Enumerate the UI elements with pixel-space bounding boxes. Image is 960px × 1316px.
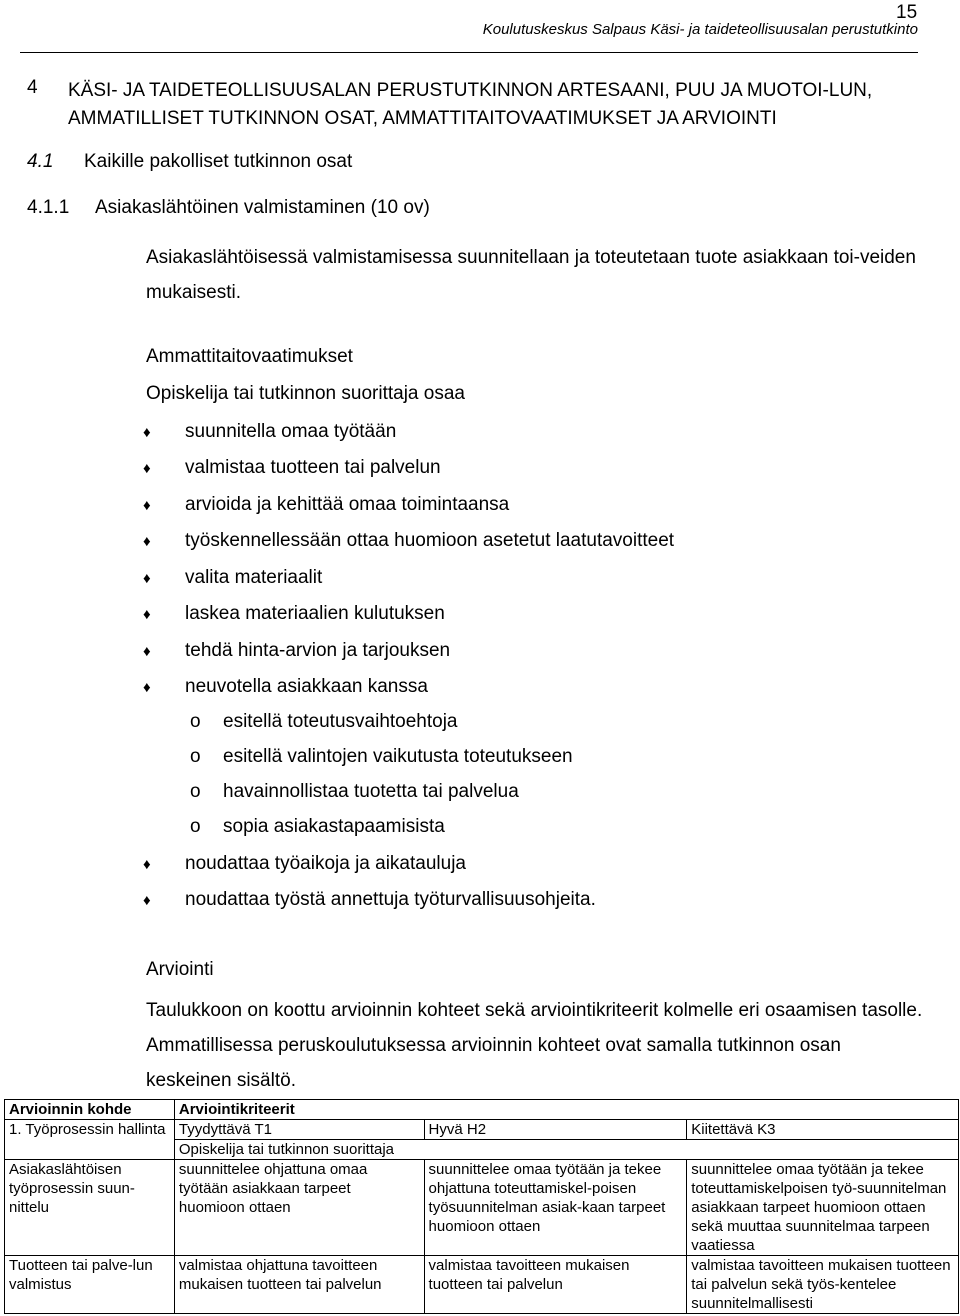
assessment-paragraph: Taulukkoon on koottu arvioinnin kohteet sekä arviointikriteerit kolmelle eri osaamisen tasolle. Ammatillisessa peruskoulutuksessa arvioinnin kohteet ovat samalla tutkinnon osan keskeinen sisältö.	[146, 1000, 923, 1091]
sub-bullet-icon: o	[190, 746, 201, 767]
heading3-text: Asiakaslähtöinen valmistaminen (10 ov)	[95, 197, 430, 218]
cell-k3: suunnittelee omaa työtään ja tekee toteuttamiskelpoisen työ-suunnitelman asiakkaan tarpeet huomioon ottaen sekä muuttaa suunnitelmaa tarpeen vaatiessa	[687, 1160, 959, 1256]
row-target: Asiakaslähtöisen työprosessin suun-nittelu	[5, 1160, 175, 1256]
sub-bullet-icon: o	[190, 781, 201, 802]
cell-k3: valmistaa tavoitteen mukaisen tuotteen tai palvelun sekä työs-kentelee suunnitelmallisesti	[687, 1256, 959, 1314]
table-row	[5, 1256, 959, 1314]
requirement-item: työskennellessään ottaa huomioon asetetut laatutavoitteet	[185, 530, 675, 551]
heading3-number: 4.1.1	[27, 197, 70, 218]
cell-h2: valmistaa tavoitteen mukaisen tuotteen tai palvelun	[424, 1256, 687, 1314]
requirement-item: noudattaa työaikoja ja aikatauluja	[185, 853, 466, 874]
bullet-icon: ♦	[143, 533, 151, 550]
row-target: 1. Työprosessin hallinta	[5, 1120, 175, 1160]
requirement-subitem: esitellä valintojen vaikutusta toteutukseen	[223, 746, 573, 767]
requirement-item: tehdä hinta-arvion ja tarjouksen	[185, 640, 451, 661]
requirement-item: noudattaa työstä annettuja työturvallisuusohjeita.	[185, 889, 596, 910]
table-row	[5, 1160, 959, 1256]
cell-h2: suunnittelee omaa työtään ja tekee ohjattuna toteuttamiskel-poisen työsuunnitelman asiak-kaan tarpeet huomioon ottaen	[424, 1160, 687, 1256]
cell-t1: valmistaa ohjattuna tavoitteen mukaisen tuotteen tai palvelun	[174, 1256, 424, 1314]
requirements-title: Ammattitaitovaatimukset	[146, 346, 353, 367]
heading2-text: Kaikille pakolliset tutkinnon osat	[84, 151, 353, 172]
page-number: 15	[896, 2, 918, 23]
requirement-subitem: sopia asiakastapaamisista	[223, 816, 445, 837]
level-t1: Tyydyttävä T1	[174, 1120, 424, 1140]
header-rule	[20, 52, 918, 53]
bullet-icon: ♦	[143, 679, 151, 696]
table-row	[5, 1120, 959, 1140]
bullet-icon: ♦	[143, 606, 151, 623]
sub-bullet-icon: o	[190, 711, 201, 732]
table-header-row	[5, 1100, 959, 1120]
heading1-number: 4	[27, 77, 38, 98]
bullet-icon: ♦	[143, 856, 151, 873]
bullet-icon: ♦	[143, 460, 151, 477]
level-h2: Hyvä H2	[424, 1120, 687, 1140]
header-criteria: Arviointikriteerit	[174, 1100, 958, 1120]
intro-paragraph: Asiakaslähtöisessä valmistamisessa suunnitellaan ja toteutetaan tuote asiakkaan toi-veiden mukaisesti.	[146, 247, 916, 303]
requirement-item: valmistaa tuotteen tai palvelun	[185, 457, 441, 478]
heading1-text: KÄSI- JA TAIDETEOLLISUUSALAN PERUSTUTKINNON ARTESAANI, PUU JA MUOTOI-LUN, AMMATILLISET TUTKINNON OSAT, AMMATTITAITOVAATIMUKSET JA ARVIOINTI	[68, 80, 873, 129]
header-target: Arvioinnin kohde	[5, 1100, 175, 1120]
requirement-subitem: havainnollistaa tuotetta tai palvelua	[223, 781, 519, 802]
performer-label: Opiskelija tai tutkinnon suorittaja	[174, 1140, 958, 1160]
row-target: Tuotteen tai palve-lun valmistus	[5, 1256, 175, 1314]
bullet-icon: ♦	[143, 570, 151, 587]
heading2-number: 4.1	[27, 151, 54, 172]
assessment-title: Arviointi	[146, 959, 214, 980]
bullet-icon: ♦	[143, 424, 151, 441]
requirement-item: arvioida ja kehittää omaa toimintaansa	[185, 494, 510, 515]
bullet-icon: ♦	[143, 643, 151, 660]
bullet-icon: ♦	[143, 892, 151, 909]
requirement-item: neuvotella asiakkaan kanssa	[185, 676, 428, 697]
level-k3: Kiitettävä K3	[687, 1120, 959, 1140]
sub-bullet-icon: o	[190, 816, 201, 837]
cell-t1: suunnittelee ohjattuna omaa työtään asiakkaan tarpeet huomioon ottaen	[174, 1160, 424, 1256]
requirement-item: laskea materiaalien kulutuksen	[185, 603, 445, 624]
criteria-table	[4, 1099, 959, 1314]
requirement-item: suunnitella omaa työtään	[185, 421, 397, 442]
running-header: Koulutuskeskus Salpaus Käsi- ja taideteollisuusalan perustutkinto	[482, 21, 918, 38]
bullet-icon: ♦	[143, 497, 151, 514]
requirement-subitem: esitellä toteutusvaihtoehtoja	[223, 711, 458, 732]
requirements-lead: Opiskelija tai tutkinnon suorittaja osaa	[146, 383, 465, 404]
requirement-item: valita materiaalit	[185, 567, 323, 588]
